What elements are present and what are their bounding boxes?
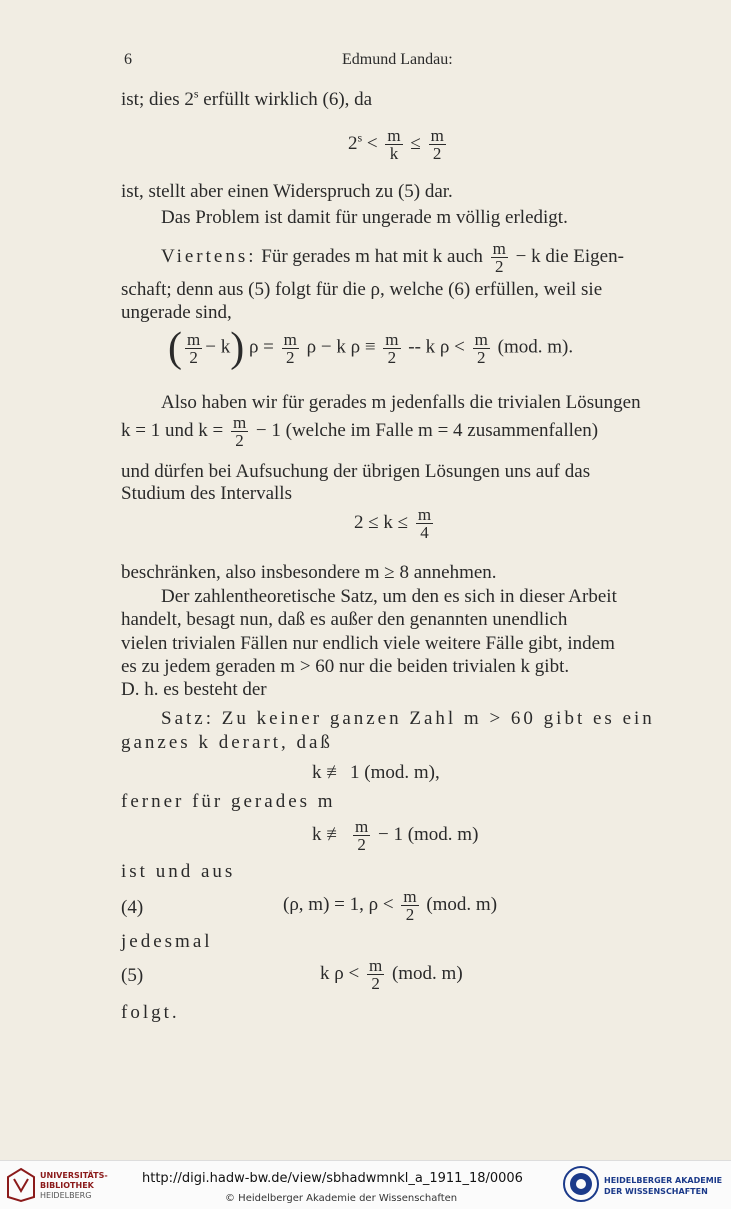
text-line: k = 1 und k = $\frac{m}{2}$ − 1 (welche im Falle m = 4 zusammenfallen) <box>121 413 599 450</box>
text-line: es zu jedem geraden m > 60 nur die beiden trivialen k gibt. <box>121 656 570 677</box>
equation-3: 2 ≤ k ≤ $\frac{m}{4}$ <box>354 505 432 542</box>
text-line: handelt, besagt nun, daß es außer den genannten unendlich <box>121 609 568 630</box>
text-line: ist; dies 2$^s$ erfüllt wirklich (6), da <box>121 86 373 110</box>
text-line: ist, stellt aber einen Widerspruch zu (5) dar. <box>121 181 453 202</box>
theorem-line: Satz: Zu keiner ganzen Zahl m > 60 gibt es ein <box>161 708 655 729</box>
theorem-line: ist und aus <box>121 861 236 882</box>
theorem-line: folgt. <box>121 1002 180 1023</box>
theorem-line: jedesmal <box>121 931 213 952</box>
theorem-line: ferner für gerades m <box>121 791 336 812</box>
theorem-line: ganzes k derart, daß <box>121 732 333 753</box>
text-line: Also haben wir für gerades m jedenfalls die trivialen Lösungen <box>161 392 641 413</box>
text-line: Viertens: Für gerades m hat mit k auch $\frac{m}{2}$ − k die Eigen- <box>161 239 624 276</box>
equation-7: k ρ < $\frac{m}{2}$ (mod. m) <box>320 956 463 993</box>
text-line: und dürfen bei Aufsuchung der übrigen Lösungen uns auf das <box>121 461 591 482</box>
permalink[interactable]: http://digi.hadw-bw.de/view/sbhadwmnkl_a_1911_18/0006 <box>142 1171 523 1186</box>
text-line: Das Problem ist damit für ungerade m völlig erledigt. <box>161 207 568 228</box>
equation-4: k ≢ 1 (mod. m), <box>312 762 440 783</box>
text-line: beschränken, also insbesondere m ≥ 8 annehmen. <box>121 562 497 583</box>
equation-label: (4) <box>121 897 144 918</box>
equation-5: k ≢ $\frac{m}{2}$ − 1 (mod. m) <box>312 817 479 854</box>
text-line: ungerade sind, <box>121 302 232 323</box>
text-line: vielen trivialen Fällen nur endlich viele weitere Fälle gibt, indem <box>121 633 615 654</box>
text-line: D. h. es besteht der <box>121 679 267 700</box>
university-library-logo[interactable] <box>6 1167 136 1203</box>
logo-text: HEIDELBERGER AKADEMIE <box>604 1176 723 1185</box>
equation-label: (5) <box>121 965 144 986</box>
logo-text: BIBLIOTHEK <box>40 1181 94 1190</box>
page-number: 6 <box>124 51 132 68</box>
footer-bar <box>0 1160 731 1209</box>
logo-text: UNIVERSITÄTS- <box>40 1171 108 1180</box>
equation-1: 2$^s$ < $\frac{m}{k}$ ≤ $\frac{m}{2}$ <box>348 126 444 163</box>
academy-seal-icon <box>562 1165 600 1203</box>
text-line: Studium des Intervalls <box>121 483 292 504</box>
text-line: schaft; denn aus (5) folgt für die ρ, welche (6) erfüllen, weil sie <box>121 279 603 300</box>
academy-logo[interactable] <box>562 1165 727 1205</box>
running-title: Edmund Landau: <box>342 51 453 68</box>
equation-2: ( $\frac{m}{2}$ − k) ρ = $\frac{m}{2}$ ρ − k ρ ≡ $\frac{m}{2}$ -- k ρ < $\frac{m}{2}$ (mod. m). <box>168 325 574 371</box>
equation-6: (ρ, m) = 1, ρ < $\frac{m}{2}$ (mod. m) <box>283 887 498 924</box>
logo-text: HEIDELBERG <box>40 1191 92 1200</box>
copyright-notice: © Heidelberger Akademie der Wissenschaften <box>225 1193 458 1204</box>
text-line: Der zahlentheoretische Satz, um den es sich in dieser Arbeit <box>161 586 617 607</box>
logo-text: DER WISSENSCHAFTEN <box>604 1187 708 1196</box>
library-emblem-icon <box>6 1167 36 1203</box>
